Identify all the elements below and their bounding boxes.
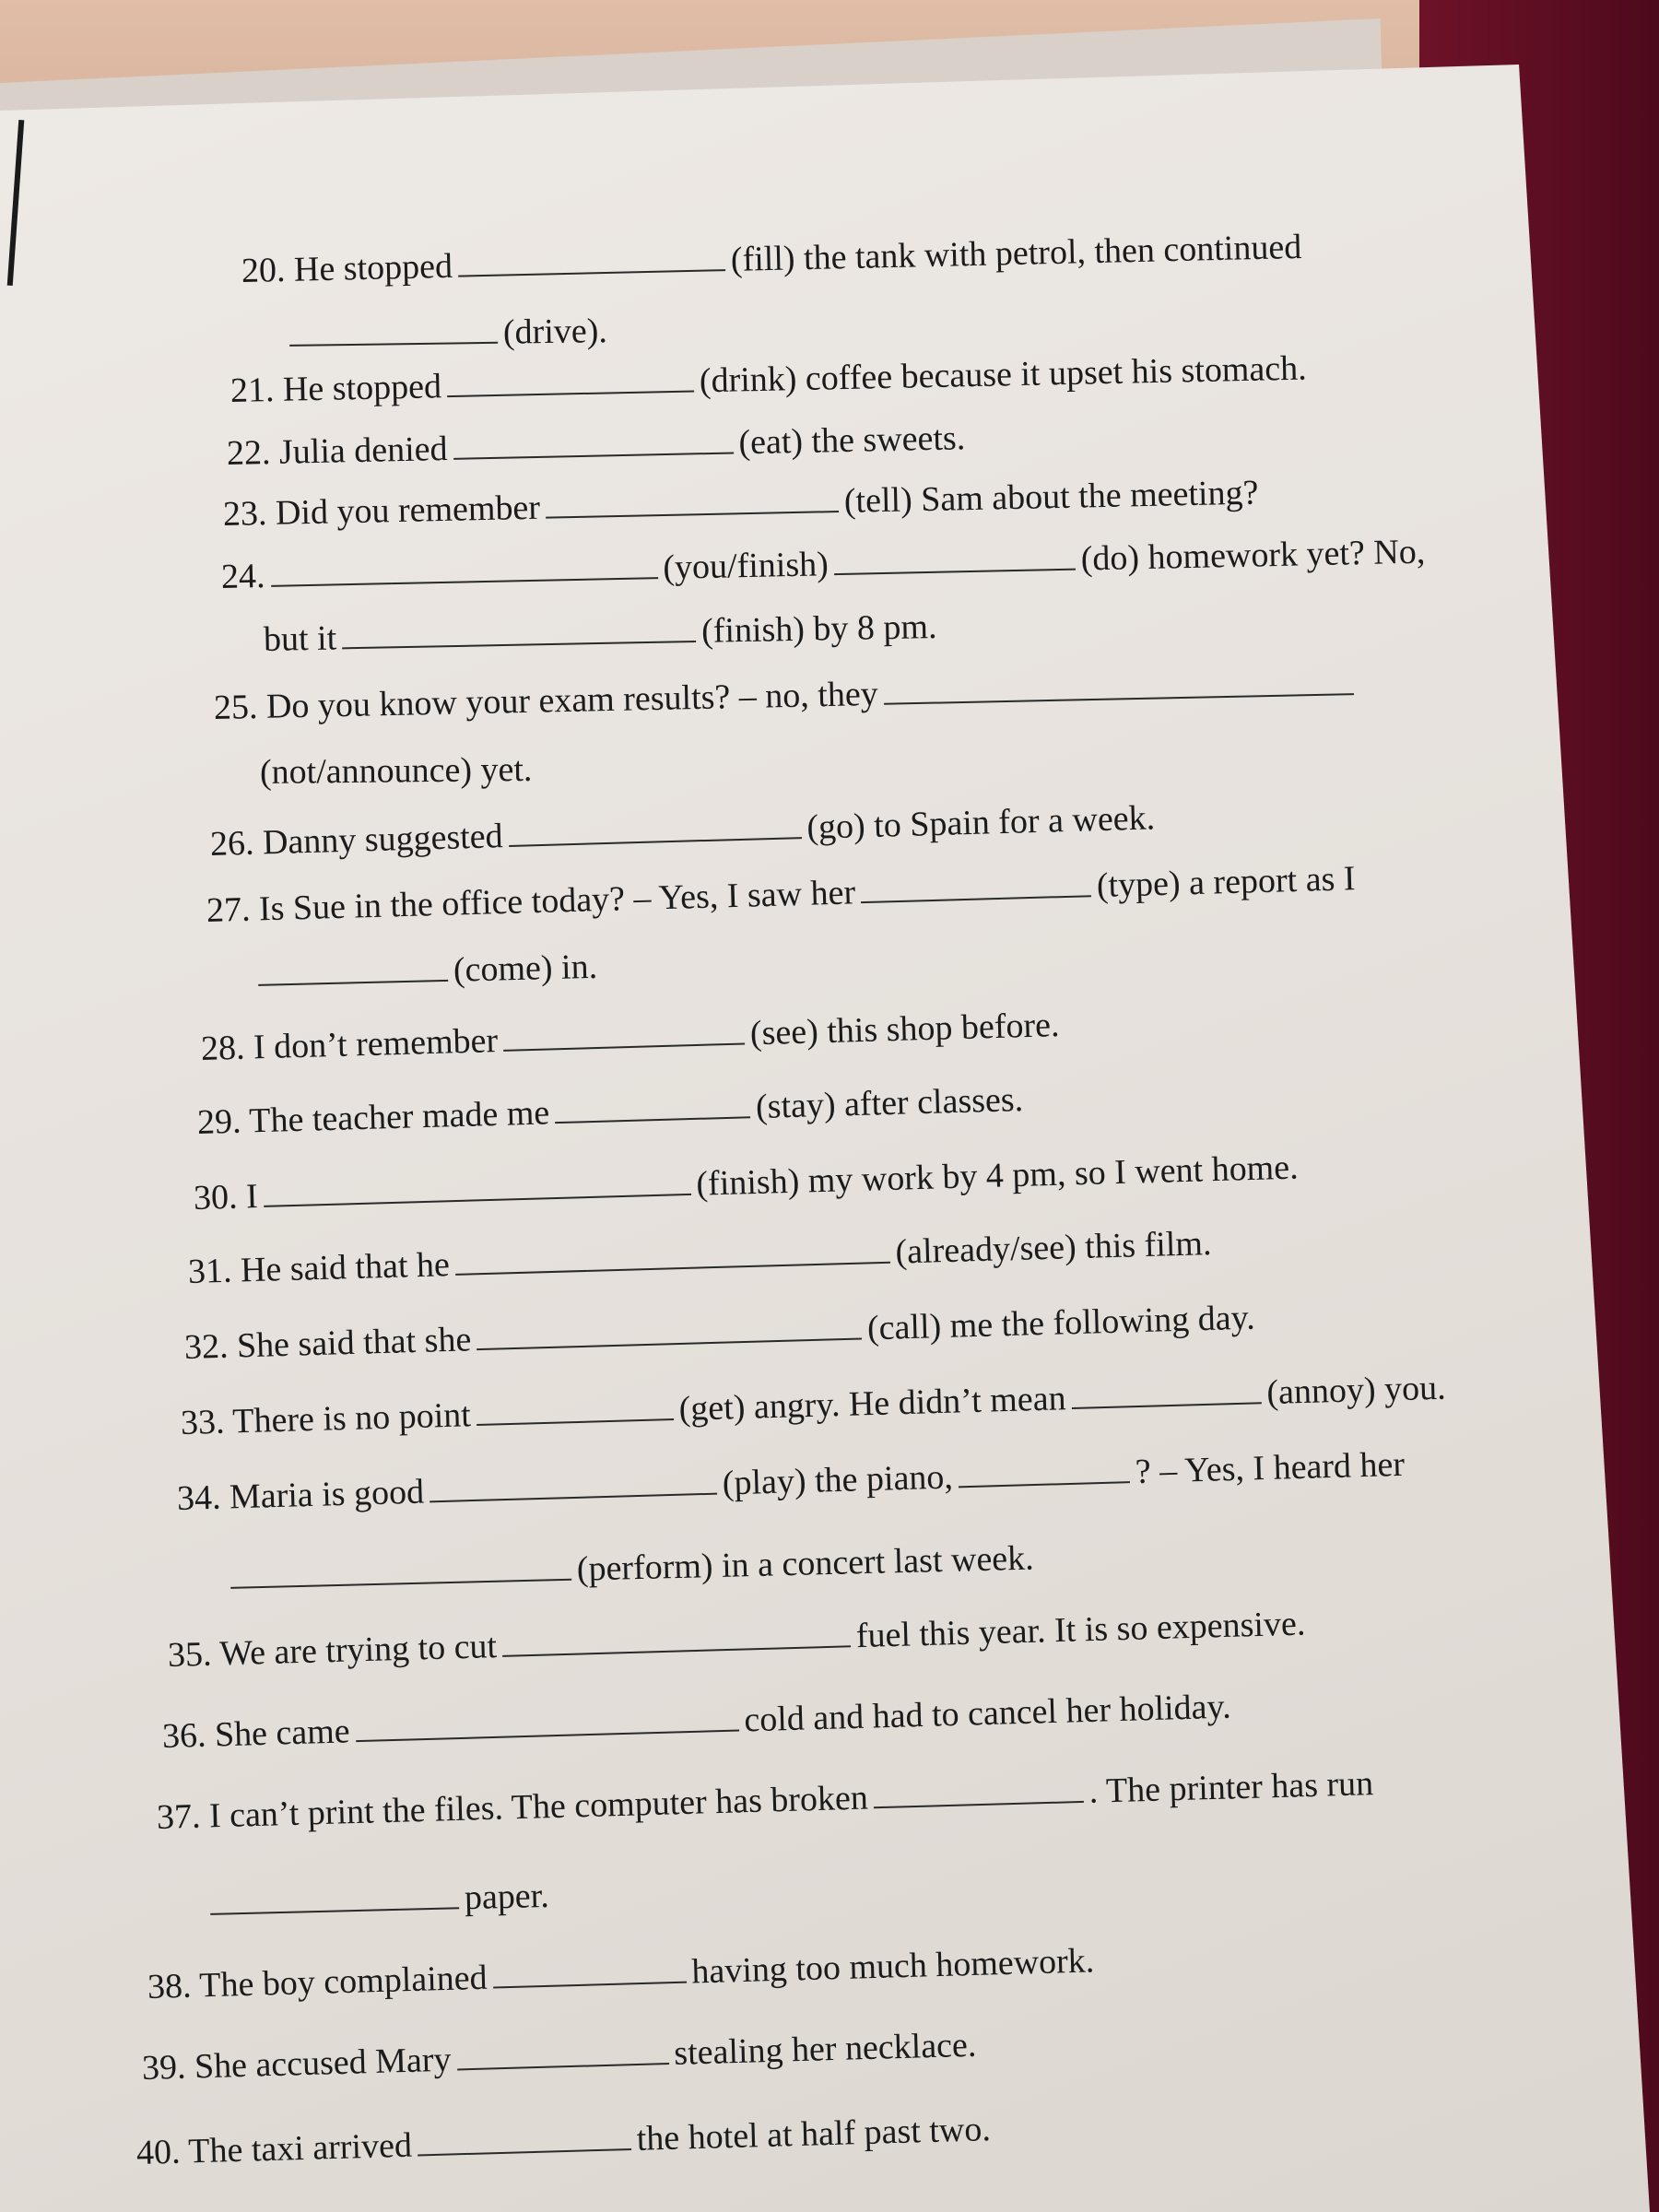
answer-blank[interactable] xyxy=(271,576,658,587)
sentence-text: (type) a report as I xyxy=(1096,859,1357,906)
answer-blank[interactable] xyxy=(289,341,498,347)
answer-blank[interactable] xyxy=(230,1578,571,1589)
item-number: 23. xyxy=(222,494,267,534)
sentence-text: The taxi arrived xyxy=(187,2125,413,2171)
answer-blank[interactable] xyxy=(455,1261,890,1276)
sentence-text: (you/finish) xyxy=(662,545,830,587)
sentence-text: I can’t print the files. The computer has broken xyxy=(208,1778,869,1836)
sentence-text: . The printer has run xyxy=(1088,1764,1374,1811)
sentence-text: (come) in. xyxy=(453,947,598,990)
sentence-text: (already/see) this film. xyxy=(894,1223,1212,1272)
exercise-39 xyxy=(141,2025,977,2088)
sentence-text: (see) this shop before. xyxy=(749,1005,1060,1053)
answer-blank[interactable] xyxy=(429,1492,717,1503)
sentence-text: The boy complained xyxy=(198,1958,488,2006)
exercise-22 xyxy=(227,418,966,474)
answer-blank[interactable] xyxy=(509,836,802,847)
exercise-38 xyxy=(147,1940,1094,2007)
sentence-text: the hotel at half past two. xyxy=(636,2110,992,2159)
exercise-36 xyxy=(161,1687,1231,1757)
sentence-text: There is no point xyxy=(231,1395,472,1441)
answer-blank[interactable] xyxy=(555,1115,750,1124)
exercise-30 xyxy=(193,1147,1299,1218)
answer-blank[interactable] xyxy=(356,1729,739,1743)
exercise-23 xyxy=(223,472,1259,535)
answer-blank[interactable] xyxy=(264,1193,691,1207)
exercise-37-cont xyxy=(204,1876,549,1924)
sentence-text: (do) homework yet? No, xyxy=(1080,532,1426,579)
exercise-27 xyxy=(206,858,1356,931)
sentence-text: She came xyxy=(214,1712,351,1755)
exercise-28 xyxy=(200,1005,1060,1069)
exercise-40 xyxy=(135,2109,991,2173)
item-number: 29. xyxy=(196,1101,242,1142)
exercise-20-cont xyxy=(284,311,607,356)
item-number: 37. xyxy=(156,1796,202,1837)
sentence-text: I xyxy=(245,1177,259,1217)
item-number: 39. xyxy=(141,2047,187,2088)
sentence-text: He stopped xyxy=(293,246,453,289)
exercise-33 xyxy=(180,1368,1446,1443)
exercise-29 xyxy=(196,1079,1023,1143)
answer-blank[interactable] xyxy=(457,2062,669,2070)
answer-blank[interactable] xyxy=(874,1800,1084,1808)
item-number: 32. xyxy=(183,1326,229,1367)
sentence-text: (finish) my work by 4 pm, so I went home. xyxy=(695,1147,1300,1204)
item-number: 36. xyxy=(161,1715,207,1756)
answer-blank[interactable] xyxy=(477,1336,862,1350)
sentence-text: cold and had to cancel her holiday. xyxy=(743,1687,1232,1740)
answer-blank[interactable] xyxy=(477,1418,674,1426)
item-number: 24. xyxy=(220,557,265,596)
sentence-text: (eat) the sweets. xyxy=(738,418,966,463)
exercise-35 xyxy=(167,1604,1305,1676)
answer-blank[interactable] xyxy=(834,568,1076,575)
answer-blank[interactable] xyxy=(258,979,448,986)
sentence-text: Is Sue in the office today? – Yes, I saw her xyxy=(258,873,856,929)
exercise-34-cont xyxy=(224,1538,1034,1598)
sentence-text: (get) angry. He didn’t mean xyxy=(678,1379,1067,1429)
sentence-text: We are trying to cut xyxy=(218,1627,498,1674)
exercise-26 xyxy=(209,797,1155,865)
exercise-37 xyxy=(156,1763,1373,1838)
exercise-20 xyxy=(241,227,1302,291)
answer-blank[interactable] xyxy=(458,268,725,277)
item-number: 40. xyxy=(135,2132,182,2172)
sentence-text: Do you know your exam results? – no, they xyxy=(265,674,879,726)
sentence-text: (fill) the tank with petrol, then continued xyxy=(730,227,1302,279)
sentence-text: (stay) after classes. xyxy=(755,1079,1024,1127)
answer-blank[interactable] xyxy=(418,2147,631,2156)
item-number: 20. xyxy=(241,250,286,290)
sentence-text: (play) the piano, xyxy=(722,1457,954,1503)
sentence-text: but it xyxy=(263,618,337,659)
item-number: 34. xyxy=(176,1477,222,1518)
answer-blank[interactable] xyxy=(493,1981,687,1989)
sentence-text: Julia denied xyxy=(278,429,448,472)
answer-blank[interactable] xyxy=(210,1906,459,1915)
exercise-24-cont xyxy=(264,606,937,660)
item-number: 35. xyxy=(167,1634,213,1675)
sentence-text: fuel this year. It is so expensive. xyxy=(855,1604,1306,1656)
item-number: 28. xyxy=(200,1028,246,1068)
sentence-text: stealing her necklace. xyxy=(673,2025,977,2073)
item-number: 26. xyxy=(209,823,255,864)
answer-blank[interactable] xyxy=(453,451,734,459)
answer-blank[interactable] xyxy=(342,640,696,649)
sentence-text: (not/announce) yet. xyxy=(259,749,533,792)
exercise-24 xyxy=(221,532,1426,597)
sentence-text: He stopped xyxy=(282,367,442,409)
exercise-31 xyxy=(187,1223,1212,1292)
sentence-text: (perform) in a concert last week. xyxy=(576,1538,1035,1589)
exercise-21 xyxy=(230,348,1308,411)
sentence-text: The teacher made me xyxy=(248,1093,550,1141)
sentence-text: She said that she xyxy=(236,1320,472,1366)
exercise-25-cont xyxy=(260,749,533,793)
exercise-27-cont xyxy=(252,947,597,995)
answer-blank[interactable] xyxy=(447,389,694,397)
item-number: 33. xyxy=(180,1402,226,1442)
sentence-text: (drive). xyxy=(502,312,608,352)
sentence-text: She accused Mary xyxy=(194,2040,453,2087)
answer-blank[interactable] xyxy=(502,1644,851,1657)
answer-blank[interactable] xyxy=(546,510,839,519)
sentence-text: Maria is good xyxy=(229,1472,425,1517)
exercise-34 xyxy=(176,1444,1405,1519)
sentence-text: (tell) Sam about the meeting? xyxy=(843,473,1259,521)
item-number: 25. xyxy=(213,688,258,727)
answer-blank[interactable] xyxy=(503,1042,745,1052)
answer-blank[interactable] xyxy=(884,692,1354,705)
answer-blank[interactable] xyxy=(959,1480,1130,1488)
answer-blank[interactable] xyxy=(861,894,1091,903)
sentence-text: ? – Yes, I heard her xyxy=(1135,1444,1406,1491)
sentence-text: (go) to Spain for a week. xyxy=(806,798,1156,847)
item-number: 31. xyxy=(187,1251,233,1291)
item-number: 27. xyxy=(206,889,252,930)
sentence-text: Did you remember xyxy=(275,488,541,533)
sentence-text: He said that he xyxy=(240,1245,451,1290)
answer-blank[interactable] xyxy=(1072,1401,1262,1409)
sentence-text: (drink) coffee because it upset his stomach. xyxy=(699,348,1308,401)
exercise-32 xyxy=(183,1298,1255,1368)
sentence-text: having too much homework. xyxy=(690,1941,1095,1992)
sentence-text: (finish) by 8 pm. xyxy=(700,606,937,651)
item-number: 22. xyxy=(226,433,271,473)
sentence-text: (call) me the following day. xyxy=(866,1298,1256,1348)
sentence-text: (annoy) you. xyxy=(1265,1368,1447,1413)
item-number: 38. xyxy=(147,1966,193,2006)
sentence-text: Danny suggested xyxy=(262,817,504,863)
sentence-text: I don’t remember xyxy=(253,1021,499,1067)
item-number: 30. xyxy=(193,1177,239,1218)
sentence-text: paper. xyxy=(464,1876,550,1918)
exercise-25 xyxy=(214,664,1359,728)
item-number: 21. xyxy=(229,371,275,410)
